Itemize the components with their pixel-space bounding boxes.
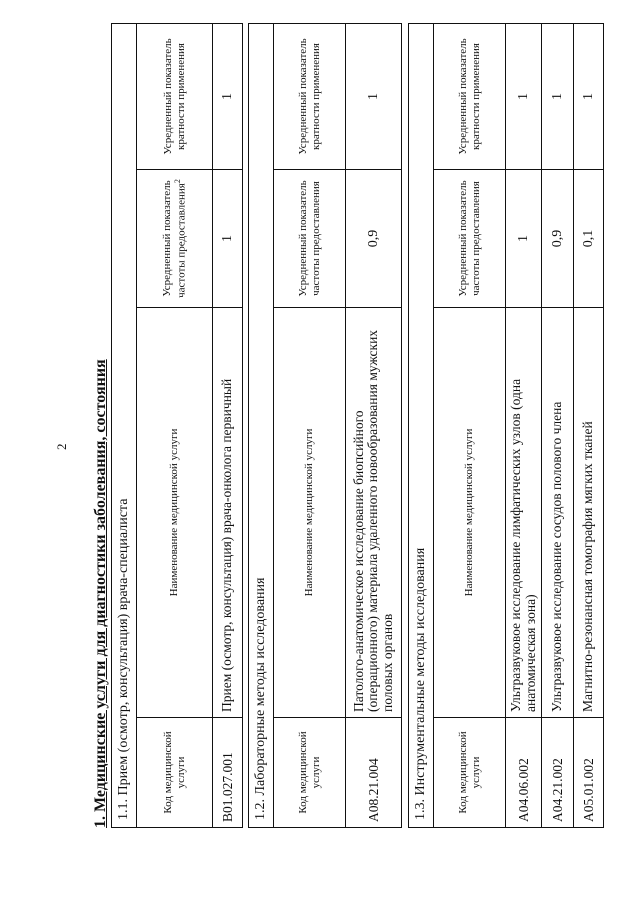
multiplicity-value: 1 bbox=[506, 23, 542, 169]
table-row bbox=[346, 23, 402, 827]
service-code: A08.21.004 bbox=[346, 718, 402, 828]
header-name: Наименование медицинской услуги bbox=[274, 308, 346, 718]
service-name: Магнитно-резонансная томография мягких тканей bbox=[574, 308, 604, 718]
multiplicity-value: 1 bbox=[213, 23, 243, 169]
service-name: Прием (осмотр, консультация) врача-онколога первичный bbox=[213, 308, 243, 718]
table-row bbox=[542, 23, 574, 827]
service-name: Ультразвуковое исследование сосудов полового члена bbox=[542, 308, 574, 718]
frequency-value: 1 bbox=[213, 170, 243, 308]
table-row bbox=[574, 23, 604, 827]
table-row bbox=[213, 23, 243, 827]
multiplicity-value: 1 bbox=[346, 23, 402, 169]
header-frequency: Усредненный показатель частоты предоставления bbox=[274, 170, 346, 308]
page-number: 2 bbox=[54, 443, 69, 450]
header-multiplicity: Усредненный показатель кратности применения bbox=[434, 23, 506, 169]
footnote-mark: 2 bbox=[173, 179, 183, 184]
service-code: A04.21.002 bbox=[542, 718, 574, 828]
multiplicity-value: 1 bbox=[574, 23, 604, 169]
service-code: B01.027.001 bbox=[213, 718, 243, 828]
table-instrumental bbox=[408, 23, 604, 828]
header-frequency-text: Усредненный показатель частоты предоставления bbox=[160, 180, 188, 298]
service-code: A04.06.002 bbox=[506, 718, 542, 828]
document-page bbox=[20, 0, 620, 880]
header-name: Наименование медицинской услуги bbox=[434, 308, 506, 718]
header-code: Код медицинской услуги bbox=[274, 718, 346, 828]
service-name: Патолого-анатомическое исследование биопсийного (операционного) материала удаленного новообразования мужских половых органов bbox=[346, 308, 402, 718]
table-row bbox=[506, 23, 542, 827]
table-consultation bbox=[111, 23, 243, 828]
table-caption: 1.2. Лабораторные методы исследования bbox=[249, 23, 274, 827]
header-name: Наименование медицинской услуги bbox=[137, 308, 213, 718]
table-laboratory bbox=[248, 23, 402, 828]
header-code: Код медицинской услуги bbox=[434, 718, 506, 828]
header-multiplicity: Усредненный показатель кратности применения bbox=[274, 23, 346, 169]
frequency-value: 0,1 bbox=[574, 170, 604, 308]
header-frequency bbox=[137, 170, 213, 308]
frequency-value: 1 bbox=[506, 170, 542, 308]
header-code: Код медицинской услуги bbox=[137, 718, 213, 828]
table-caption: 1.3. Инструментальные методы исследования bbox=[409, 23, 434, 827]
service-name: Ультразвуковое исследование лимфатических узлов (одна анатомическая зона) bbox=[506, 308, 542, 718]
frequency-value: 0,9 bbox=[542, 170, 574, 308]
header-multiplicity: Усредненный показатель кратности применения bbox=[137, 23, 213, 169]
table-caption: 1.1. Прием (осмотр, консультация) врача-специалиста bbox=[112, 23, 137, 827]
service-code: A05.01.002 bbox=[574, 718, 604, 828]
frequency-value: 0,9 bbox=[346, 170, 402, 308]
section-title: 1. Медицинские услуги для диагностики заболевания, состояния bbox=[92, 359, 109, 828]
multiplicity-value: 1 bbox=[542, 23, 574, 169]
header-frequency: Усредненный показатель частоты предоставления bbox=[434, 170, 506, 308]
